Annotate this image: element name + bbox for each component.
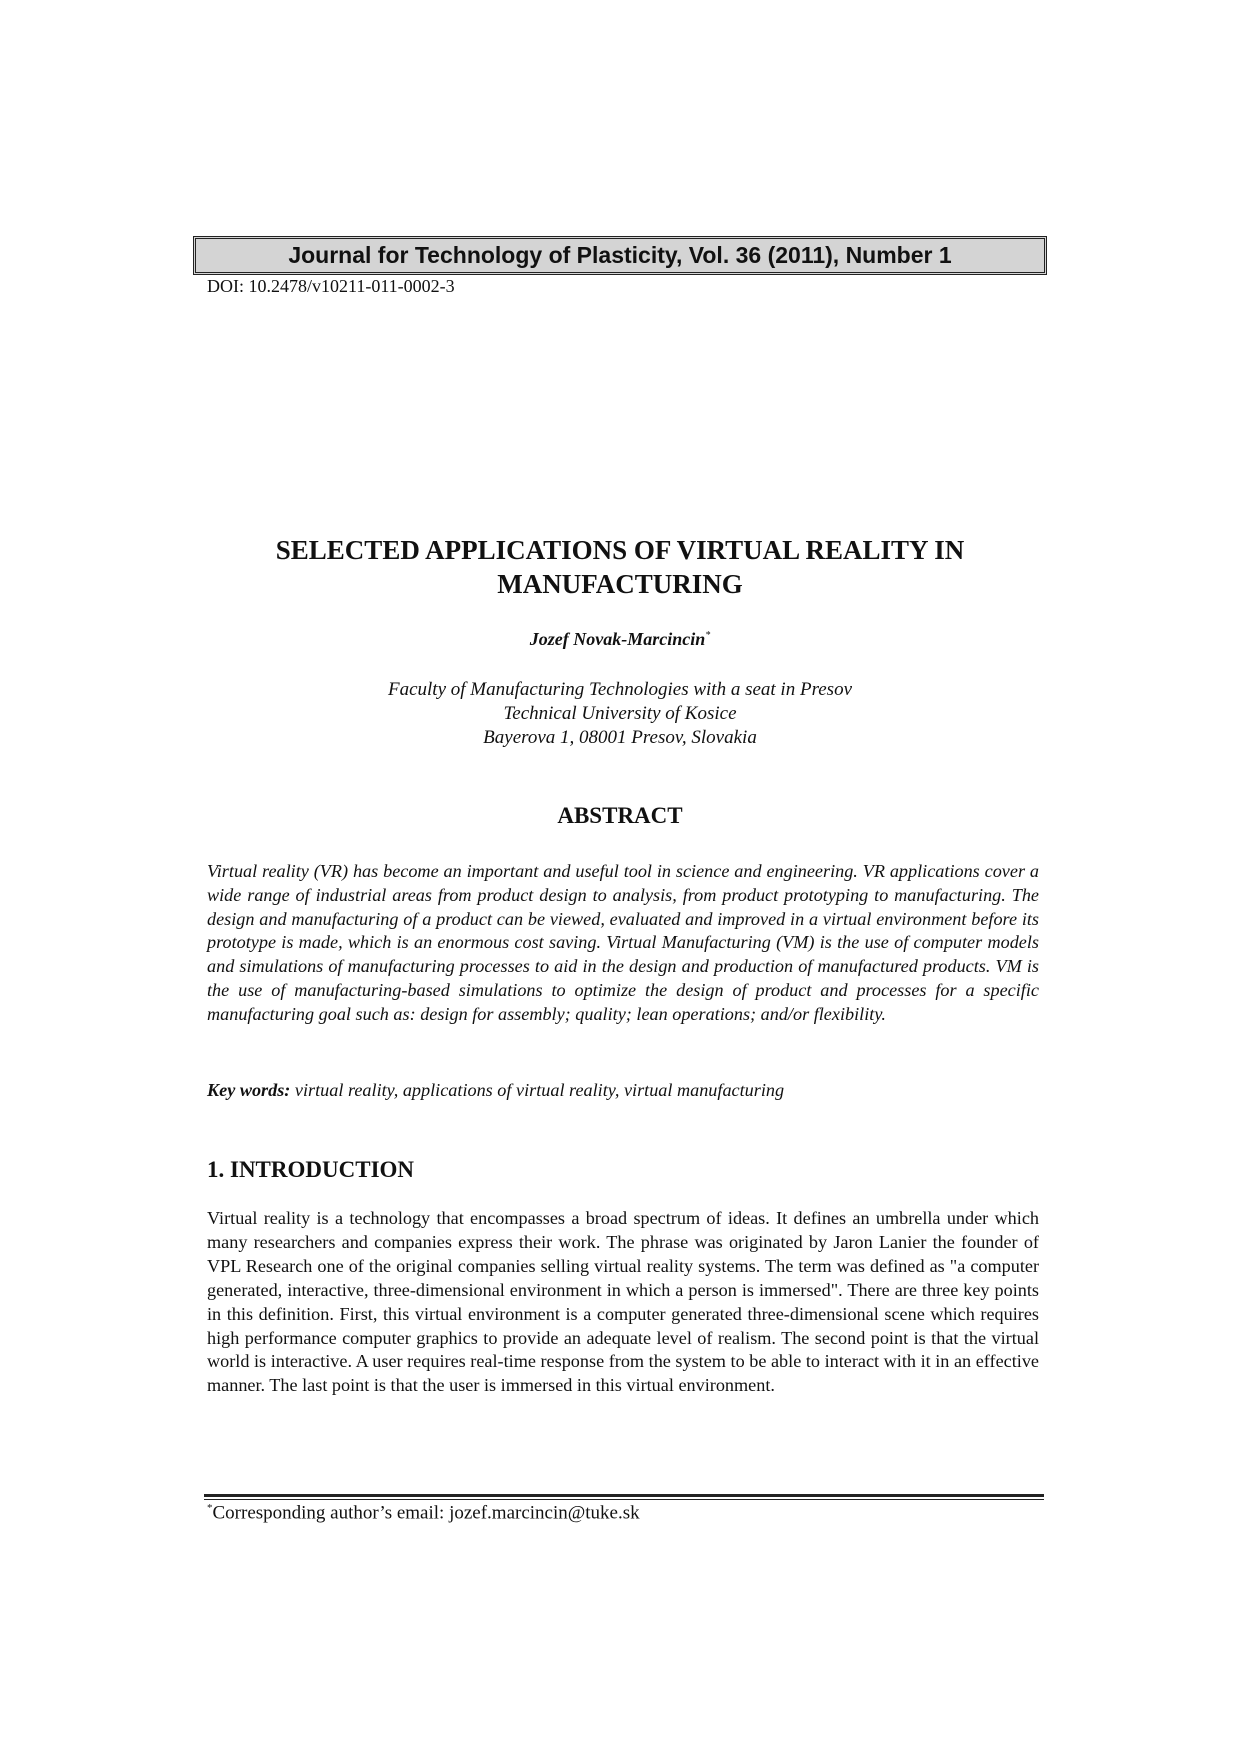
abstract-text: Virtual reality (VR) has become an important and useful tool in science and engineering. VR applications cover a wide range of industrial areas from product design to analysis, from product prototyping to manufacturing. The design and manufacturing of a product can be viewed, evaluated and improved in a virtual environment before its prototype is made, which is an enormous cost saving. Virtual Manufacturing (VM) is the use of computer models and simulations of manufacturing processes to aid in the design and production of manufactured products. VM is the use of manufacturing-based simulations to optimize the design of product and processes for a specific manufacturing goal such as: design for assembly; quality; lean operations; and/or flexibility. bbox=[207, 861, 1039, 1024]
author-name: Jozef Novak-Marcincin bbox=[529, 629, 706, 649]
abstract-heading: ABSTRACT bbox=[557, 803, 683, 828]
paper-title bbox=[150, 533, 1090, 601]
journal-header-box bbox=[193, 236, 1047, 275]
footnote-mark: * bbox=[207, 1502, 213, 1514]
introduction-text: Virtual reality is a technology that encompasses a broad spectrum of ideas. It defines an umbrella under which many researchers and companies express their work. The phrase was originated by Jaron Lanier the founder of VPL Research one of the original companies selling virtual reality systems. The term was defined as "a computer generated, interactive, three-dimensional environment in which a person is immersed". There are three key points in this definition. First, this virtual environment is a computer generated three-dimensional scene which requires high performance computer graphics to provide an adequate level of realism. The second point is that the virtual world is interactive. A user requires real-time response from the system to be able to interact with it in an effective manner. The last point is that the user is immersed in this virtual environment. bbox=[207, 1208, 1039, 1396]
affiliation-line-1: Faculty of Manufacturing Technologies with a seat in Presov bbox=[387, 679, 853, 700]
affiliation-line-2: Technical University of Kosice bbox=[503, 703, 737, 724]
doi-line: DOI: 10.2478/v10211-011-0002-3 bbox=[207, 276, 455, 296]
keywords-line bbox=[207, 1079, 1047, 1103]
footnote bbox=[207, 1502, 640, 1524]
paper-title-line-1: SELECTED APPLICATIONS OF VIRTUAL REALITY IN bbox=[275, 535, 965, 565]
footnote-divider bbox=[204, 1494, 1044, 1500]
keywords-text: virtual reality, applications of virtual reality, virtual manufacturing bbox=[294, 1080, 785, 1100]
author-line bbox=[0, 629, 1240, 650]
journal-title: Journal for Technology of Plasticity, Vol. 36 (2011), Number 1 bbox=[288, 242, 952, 268]
affiliation-line-3: Bayerova 1, 08001 Presov, Slovakia bbox=[483, 727, 757, 748]
introduction-heading: 1. INTRODUCTION bbox=[207, 1157, 415, 1182]
affiliation bbox=[0, 678, 1240, 750]
keywords-label: Key words: bbox=[207, 1080, 291, 1100]
paper-title-line-2: MANUFACTURING bbox=[497, 569, 743, 599]
author-footnote-mark: * bbox=[705, 630, 711, 641]
footnote-text: Corresponding author’s email: jozef.marcincin@tuke.sk bbox=[212, 1502, 640, 1524]
